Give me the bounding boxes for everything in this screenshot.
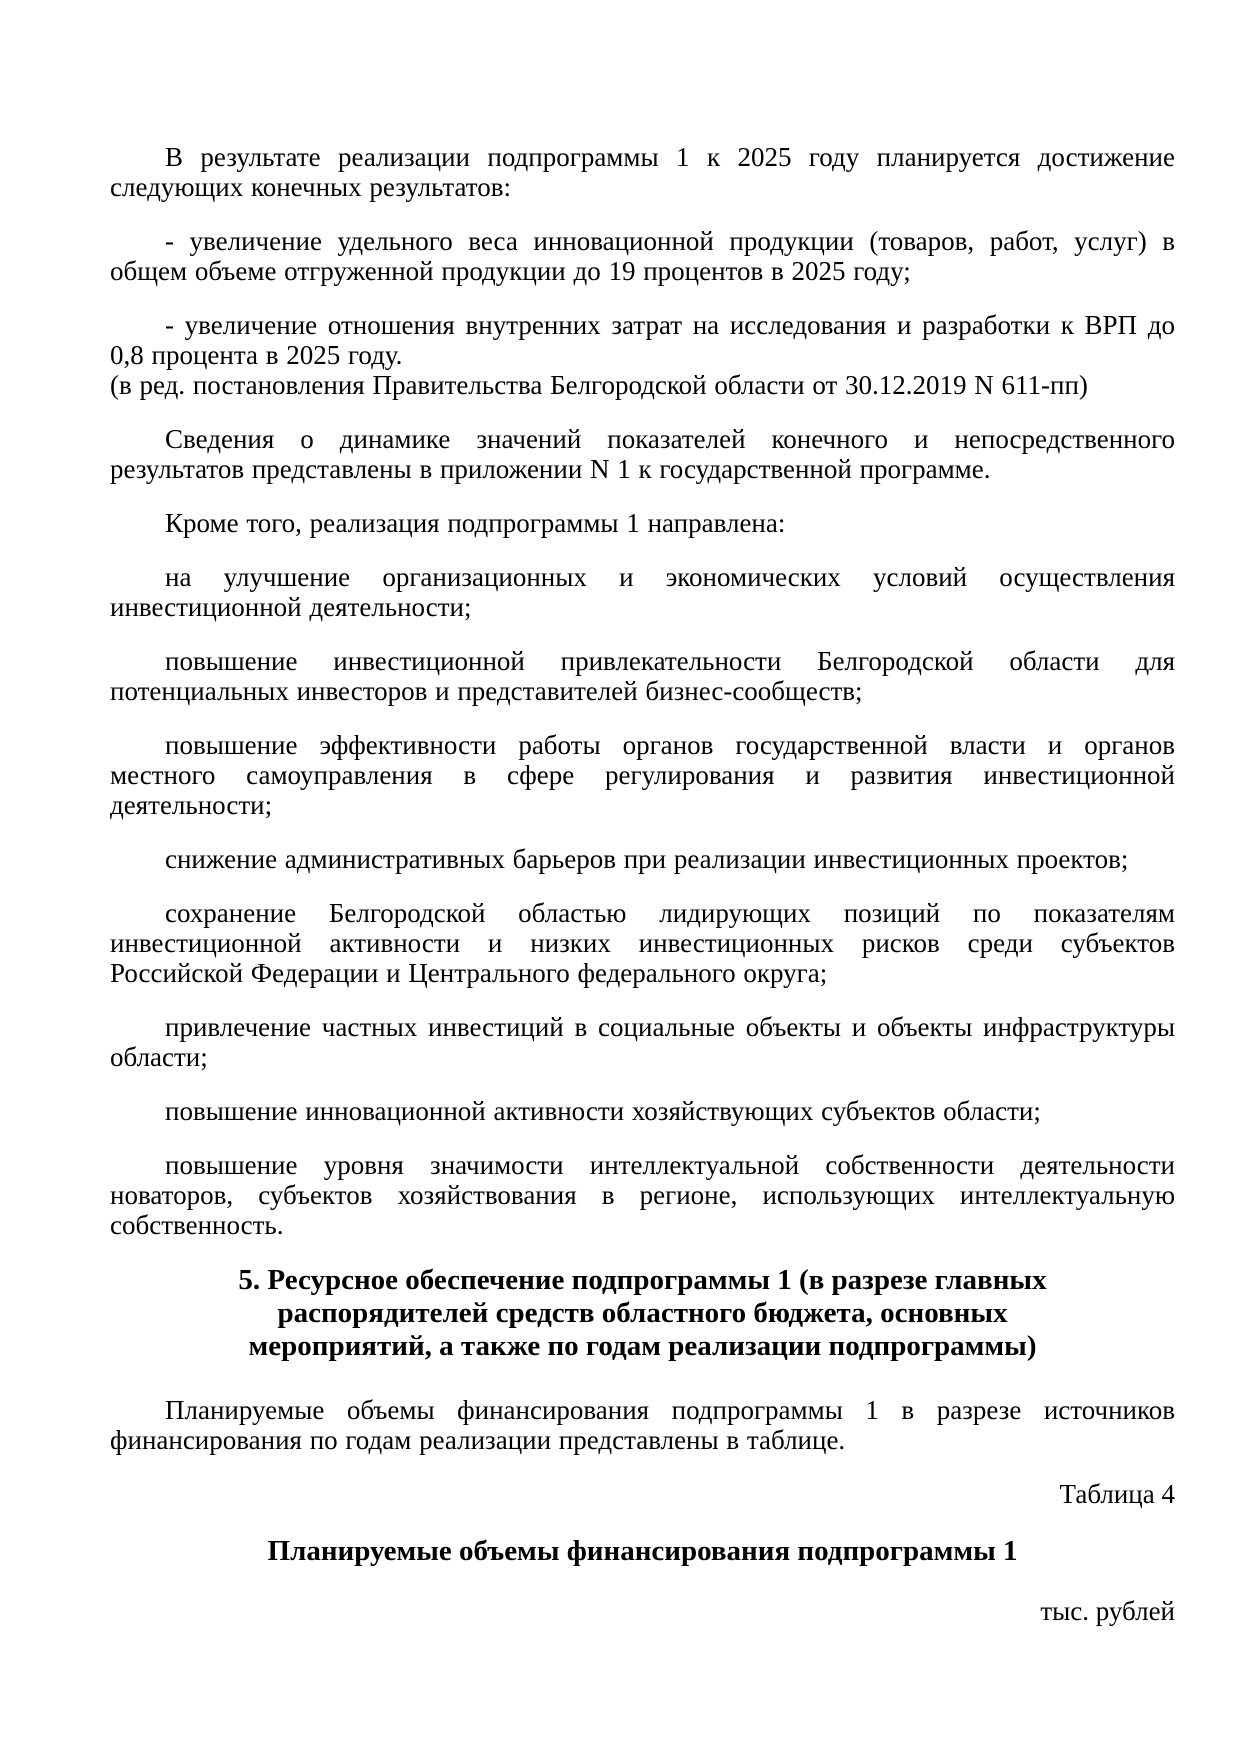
paragraph-results-intro: В результате реализации подпрограммы 1 к 2025 году планируется достижение следующих конечных результатов: xyxy=(110,142,1175,202)
table-title: Планируемые объемы финансирования подпрограммы 1 xyxy=(267,1535,1018,1567)
section-heading-line-1: 5. Ресурсное обеспечение подпрограммы 1 (в разрезе главных xyxy=(238,1264,1047,1296)
paragraph-amendment-note: (в ред. постановления Правительства Белгородской области от 30.12.2019 N 611-пп) xyxy=(110,370,1088,400)
paragraph-financing-volumes: Планируемые объемы финансирования подпрограммы 1 в разрезе источников финансирования по годам реализации представлены в таблице. xyxy=(110,1395,1175,1455)
section-heading-line-2: распорядителей средств областного бюджета, основных xyxy=(277,1297,1008,1329)
paragraph-private-investments: привлечение частных инвестиций в социальные объекты и объекты инфраструктуры области; xyxy=(110,1012,1175,1072)
units-label: тыс. рублей xyxy=(1040,1596,1175,1626)
paragraph-internal-costs: - увеличение отношения внутренних затрат на исследования и разработки к ВРП до 0,8 процента в 2025 году. xyxy=(110,310,1175,370)
paragraph-investment-attractiveness: повышение инвестиционной привлекательности Белгородской области для потенциальных инвесторов и представителей бизнес-сообществ; xyxy=(110,646,1175,706)
paragraph-leading-positions: сохранение Белгородской областью лидирующих позиций по показателям инвестиционной активности и низких инвестиционных рисков среди субъектов Российской Федерации и Центрального федерального округа; xyxy=(110,898,1175,988)
paragraph-org-conditions: на улучшение организационных и экономических условий осуществления инвестиционной деятельности; xyxy=(110,562,1175,622)
paragraph-indicators-info: Сведения о динамике значений показателей конечного и непосредственного результатов представлены в приложении N 1 к государственной программе. xyxy=(110,424,1175,484)
paragraph-innovation-activity: повышение инновационной активности хозяйствующих субъектов области; xyxy=(165,1096,1041,1126)
section-heading-line-3: мероприятий, а также по годам реализации подпрограммы) xyxy=(248,1330,1037,1362)
table-number-label: Таблица 4 xyxy=(1059,1479,1175,1509)
paragraph-authorities-efficiency: повышение эффективности работы органов государственной власти и органов местного самоуправления в сфере регулирования и развития инвестиционной деятельности; xyxy=(110,730,1175,820)
document-content xyxy=(110,142,1175,1626)
paragraph-innovation-share: - увеличение удельного веса инновационной продукции (товаров, работ, услуг) в общем объеме отгруженной продукции до 19 процентов в 2025 году; xyxy=(110,226,1175,286)
section-heading xyxy=(110,1264,1175,1363)
paragraph-admin-barriers: снижение административных барьеров при реализации инвестиционных проектов; xyxy=(165,844,1129,874)
paragraph-intellectual-property: повышение уровня значимости интеллектуальной собственности деятельности новаторов, субъектов хозяйствования в регионе, использующих интеллектуальную собственность. xyxy=(110,1150,1175,1240)
paragraph-besides-intro: Кроме того, реализация подпрограммы 1 направлена: xyxy=(165,508,786,538)
